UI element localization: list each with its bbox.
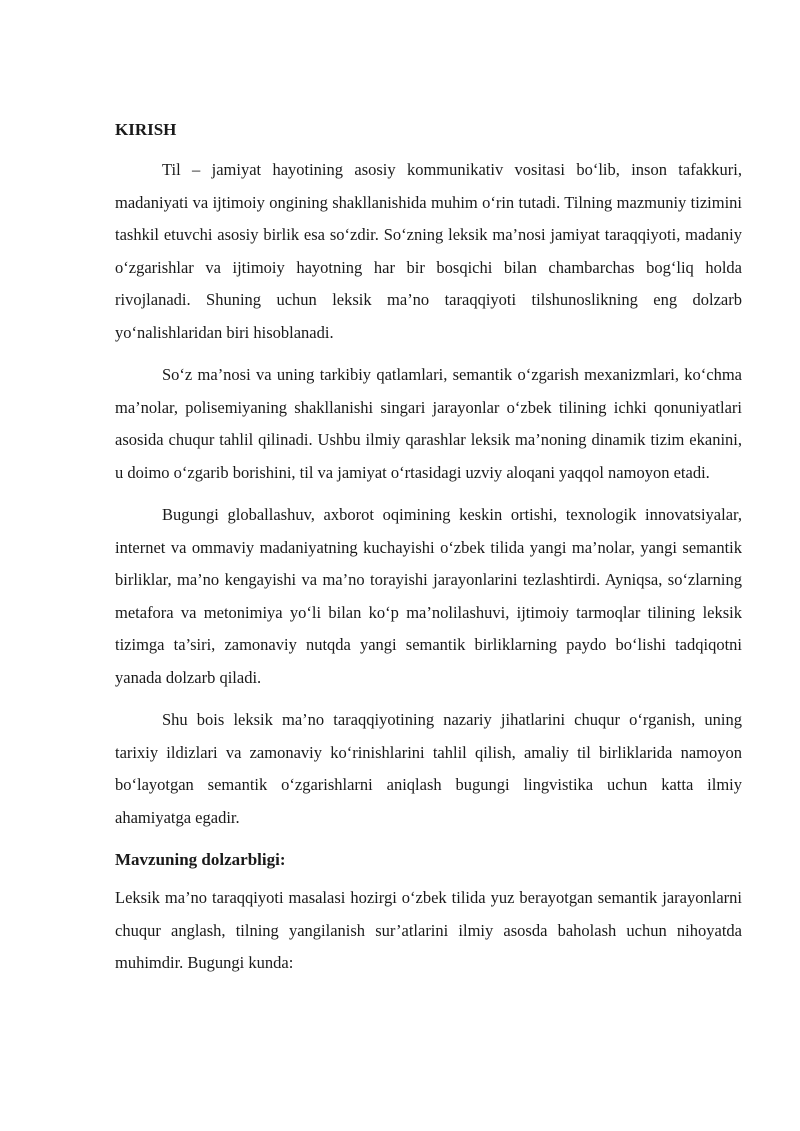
section-heading: KIRISH: [115, 120, 177, 139]
body-paragraph: Shu bois leksik ma’no taraqqiyotining nazariy jihatlarini chuqur o‘rganish, uning tarixiy ildizlari va zamonaviy ko‘rinishlarini tahlil qilish, amaliy til birliklarida namoyon bo‘layotgan semantik o‘zgarishlarni aniqlash bugungi lingvistika uchun katta ilmiy ahamiyatga egadir.: [115, 710, 742, 827]
body-paragraph: So‘z ma’nosi va uning tarkibiy qatlamlari, semantik o‘zgarish mexanizmlari, ko‘chma ma’nolar, polisemiyaning shakllanishi singari jarayonlar o‘zbek tilining ichki qonuniyatlari asosida chuqur tahlil qilinadi. Ushbu ilmiy qarashlar leksik ma’noning dinamik tizim ekanini, u doimo o‘zgarib borishini, til va jamiyat o‘rtasidagi uzviy aloqani yaqqol namoyon etadi.: [115, 365, 742, 482]
body-paragraph: Bugungi globallashuv, axborot oqimining keskin ortishi, texnologik innovatsiyalar, internet va ommaviy madaniyatning kuchayishi o‘zbek tilida yangi ma’nolar, yangi semantik birliklar, ma’no kengayishi va ma’no torayishi jarayonlarini tezlashtirdi. Ayniqsa, so‘zlarning metafora va metonimiya yo‘li bilan ko‘p ma’nolilashuvi, ijtimoiy tarmoqlar tilining leksik tizimga ta’siri, zamonaviy nutqda yangi semantik birliklarning paydo bo‘lishi tadqiqotni yanada dolzarb qiladi.: [115, 505, 742, 687]
body-paragraph: Leksik ma’no taraqqiyoti masalasi hozirgi o‘zbek tilida yuz berayotgan semantik jarayonlarni chuqur anglash, tilning yangilanish sur’atlarini ilmiy asosda baholash uchun nihoyatda muhimdir. Bugungi kunda:: [115, 888, 742, 972]
subsection-heading: Mavzuning dolzarbligi:: [115, 850, 286, 869]
body-paragraph: Til – jamiyat hayotining asosiy kommunikativ vositasi bo‘lib, inson tafakkuri, madaniyati va ijtimoiy ongining shakllanishida muhim o‘rin tutadi. Tilning mazmuniy tizimini tashkil etuvchi asosiy birlik esa so‘zdir. So‘zning leksik ma’nosi jamiyat taraqqiyoti, madaniy o‘zgarishlar va ijtimoiy hayotning har bir bosqichi bilan chambarchas bog‘liq holda rivojlanadi. Shuning uchun leksik ma’no taraqqiyoti tilshunoslikning eng dolzarb yo‘nalishlaridan biri hisoblanadi.: [115, 160, 742, 342]
document-page: [115, 118, 742, 990]
